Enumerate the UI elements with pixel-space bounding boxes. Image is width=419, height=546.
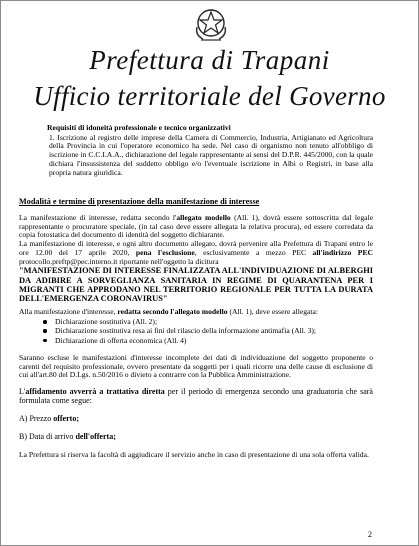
requisiti-section	[49, 124, 373, 177]
requisiti-item-1: 1. Iscrizione al registro delle imprese della Camera di Commercio, Industria, Artigianato ed Agricoltura della Provincia in cui l'operatore economico ha sede. Nel caso di organismo non tenuto all'obbligo di iscrizione in C.C.I.A.A., dichiarazione del legale rappresentante ai sensi del D.P.R. 445/2000, con la quale dichiara l'insussistenza del suddetto obbligo e/o l'eventuale iscrizione in Albi o Registri, in base alla propria natura giuridica.	[49, 132, 373, 177]
allegato-modello-text: allegato modello	[176, 213, 231, 222]
list-item: Dichiarazione sostitutiva (All. 2);	[55, 317, 373, 326]
paragraph-4: Saranno escluse le manifestazioni d'interesse incomplete dei dati di individuazione del soggetto proponente o carenti del requisito professionale, ovvero presentate da soggetti per i quali ricorre una delle cause di esclusione di cui all'art.80 del D.Lgs. n.50/2016 o divieto a contrarre con la Pubblica Amministrazione.	[19, 353, 373, 380]
paragraph-1: La manifestazione di interesse, redatta secondo l'allegato modello (All. 1), dovrà essere sottoscritta dal legale rappresentante o procuratore speciale, (in tal caso deve essere allegata la relativa procura), ed essere corredata da copia fotostatica del documento di identità del soggetto dichiarante.	[19, 213, 373, 240]
paragraph-5: L'affidamento avverrà a trattativa diretta per il periodo di emergenza secondo una graduatoria che sarà formulata come segue:	[19, 387, 373, 405]
criterion-a: A) Prezzo offerto;	[19, 413, 79, 423]
paragraph-6: La Prefettura si riserva la facoltà di aggiudicare il servizio anche in caso di presentazione di una sola offerta valida.	[19, 449, 369, 459]
page-number: 2	[368, 530, 372, 539]
paragraph-3: Alla manifestazione d'interesse, redatta secondo l'allegato modello (All. 1), deve essere allegata:	[19, 307, 318, 317]
italian-republic-emblem-icon	[191, 5, 231, 43]
section-body	[19, 214, 373, 460]
list-item: Dichiarazione di offerta economica (All. 4)	[55, 336, 373, 345]
office-subtitle: Ufficio territoriale del Governo	[33, 81, 386, 111]
list-item: Dichiarazione sostitutiva resa ai fini del rilascio della informazione antimafia (All. 3);	[55, 326, 373, 335]
subject-caption: "MANIFESTAZIONE DI INTERESSE FINALIZZATA ALL'INDIVIDUAZIONE DI ALBERGHI DA ADIBIRE A SORVEGLIANZA SANITARIA IN REGIME DI QUARANTENA PER I MIGRANTI CHE APPRODANO NEL TERRITORIO REGIONALE PER TUTTA LA DURATA DELL'EMERGENZA CORONAVIRUS"	[19, 266, 373, 304]
requisiti-title: Requisiti di idoneità professionale e tecnico organizzativi	[47, 123, 231, 132]
criterion-b: B) Data di arrivo dell'offerta;	[19, 432, 116, 442]
office-name: Prefettura di Trapani	[89, 45, 330, 75]
attachments-list	[19, 317, 373, 345]
paragraph-2: La manifestazione di interesse, e ogni altro documento allegato, dovrà pervenire alla Prefettura di Trapani entro le ore 12.00 del 17 aprile 2020, pena l'esclusione, esclusivamente a mezzo PEC all'indirizzo PEC protocollo.preftp@pec.interno.it riportante nell'oggetto la dicitura	[19, 239, 373, 266]
section-title: Modalità e termine di presentazione della manifestazione di interesse	[19, 197, 260, 206]
